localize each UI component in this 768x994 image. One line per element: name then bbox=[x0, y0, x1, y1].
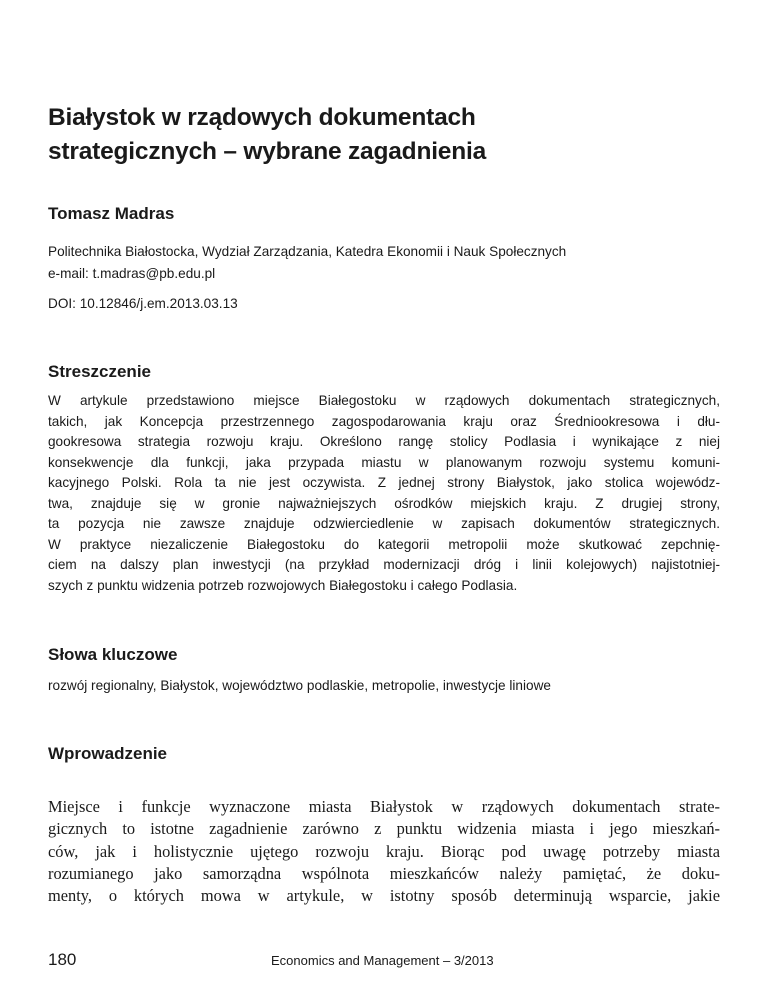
abstract-line: ta pozycja nie zawsze znajduje odzwierciedlenie w zapisach dokumentów strategicznych. bbox=[48, 516, 720, 531]
page-number: 180 bbox=[48, 950, 77, 969]
abstract-line: szych z punktu widzenia potrzeb rozwojowych Białegostoku i całego Podlasia. bbox=[48, 577, 518, 593]
doi[interactable]: DOI: 10.12846/j.em.2013.03.13 bbox=[48, 296, 238, 311]
body-line: ców, jak i holistycznie ujętego rozwoju kraju. Biorąc pod uwagę potrzeby miasta bbox=[48, 841, 720, 861]
keywords-heading: Słowa kluczowe bbox=[48, 645, 178, 664]
affiliation: Politechnika Białostocka, Wydział Zarządzania, Katedra Ekonomii i Nauk Społecznych bbox=[48, 244, 567, 259]
abstract-line: ciem na dalszy plan inwestycji (na przykład modernizacji dróg i linii kolejowych) najistotniej- bbox=[48, 557, 720, 572]
abstract-line: gookresowa strategia rozwoju kraju. Określono rangę stolicy Podlasia i wynikające z niej bbox=[48, 434, 720, 449]
author-name: Tomasz Madras bbox=[48, 204, 175, 223]
abstract-line: kacyjnego Polski. Rola ta nie jest oczywista. Z jednej strony Białystok, jako stolica wojewódz- bbox=[48, 475, 720, 490]
body-line: Miejsce i funkcje wyznaczone miasta Białystok w rządowych dokumentach strate- bbox=[48, 797, 720, 816]
body-line: menty, o których mowa w artykule, w istotny sposób determinują wsparcie, jakie bbox=[48, 886, 720, 906]
abstract-line: W praktyce niezaliczenie Białegostoku do kategorii metropolii może skutkować zepchnię- bbox=[48, 536, 720, 552]
author-affiliation-block bbox=[48, 241, 728, 285]
abstract-line: twa, znajduje się w gronie najważniejszych ośrodków miejskich kraju. Z drugiej strony, bbox=[48, 495, 720, 511]
title-line-1: Białystok w rządowych dokumentach bbox=[48, 104, 476, 131]
author-email[interactable]: e-mail: t.madras@pb.edu.pl bbox=[48, 266, 216, 281]
abstract-line: W artykule przedstawiono miejsce Białegostoku w rządowych dokumentach strategicznych, bbox=[48, 393, 720, 408]
abstract-text bbox=[48, 391, 720, 596]
abstract-line: takich, jak Koncepcja przestrzennego zagospodarowania kraju oraz Średniookresowa i dłu- bbox=[48, 413, 720, 429]
body-line: rozumianego jako samorządna wspólnota mieszkańców należy pamiętać, że doku- bbox=[48, 863, 720, 883]
abstract-heading: Streszczenie bbox=[48, 362, 151, 381]
body-line: gicznych to istotne zagadnienie zarówno z punktu widzenia miasta i jego mieszkań- bbox=[48, 819, 720, 839]
introduction-heading: Wprowadzenie bbox=[48, 744, 168, 763]
keywords-text: rozwój regionalny, Białystok, województwo podlaskie, metropolie, inwestycje liniowe bbox=[48, 678, 551, 693]
journal-footer: Economics and Management – 3/2013 bbox=[271, 953, 494, 968]
abstract-line: konsekwencje dla funkcji, jaka przypada miastu w planowanym rozwoju systemu komuni- bbox=[48, 454, 720, 470]
title-line-2: strategicznych – wybrane zagadnienia bbox=[48, 138, 487, 165]
article-title bbox=[48, 101, 608, 169]
introduction-text bbox=[48, 796, 720, 907]
